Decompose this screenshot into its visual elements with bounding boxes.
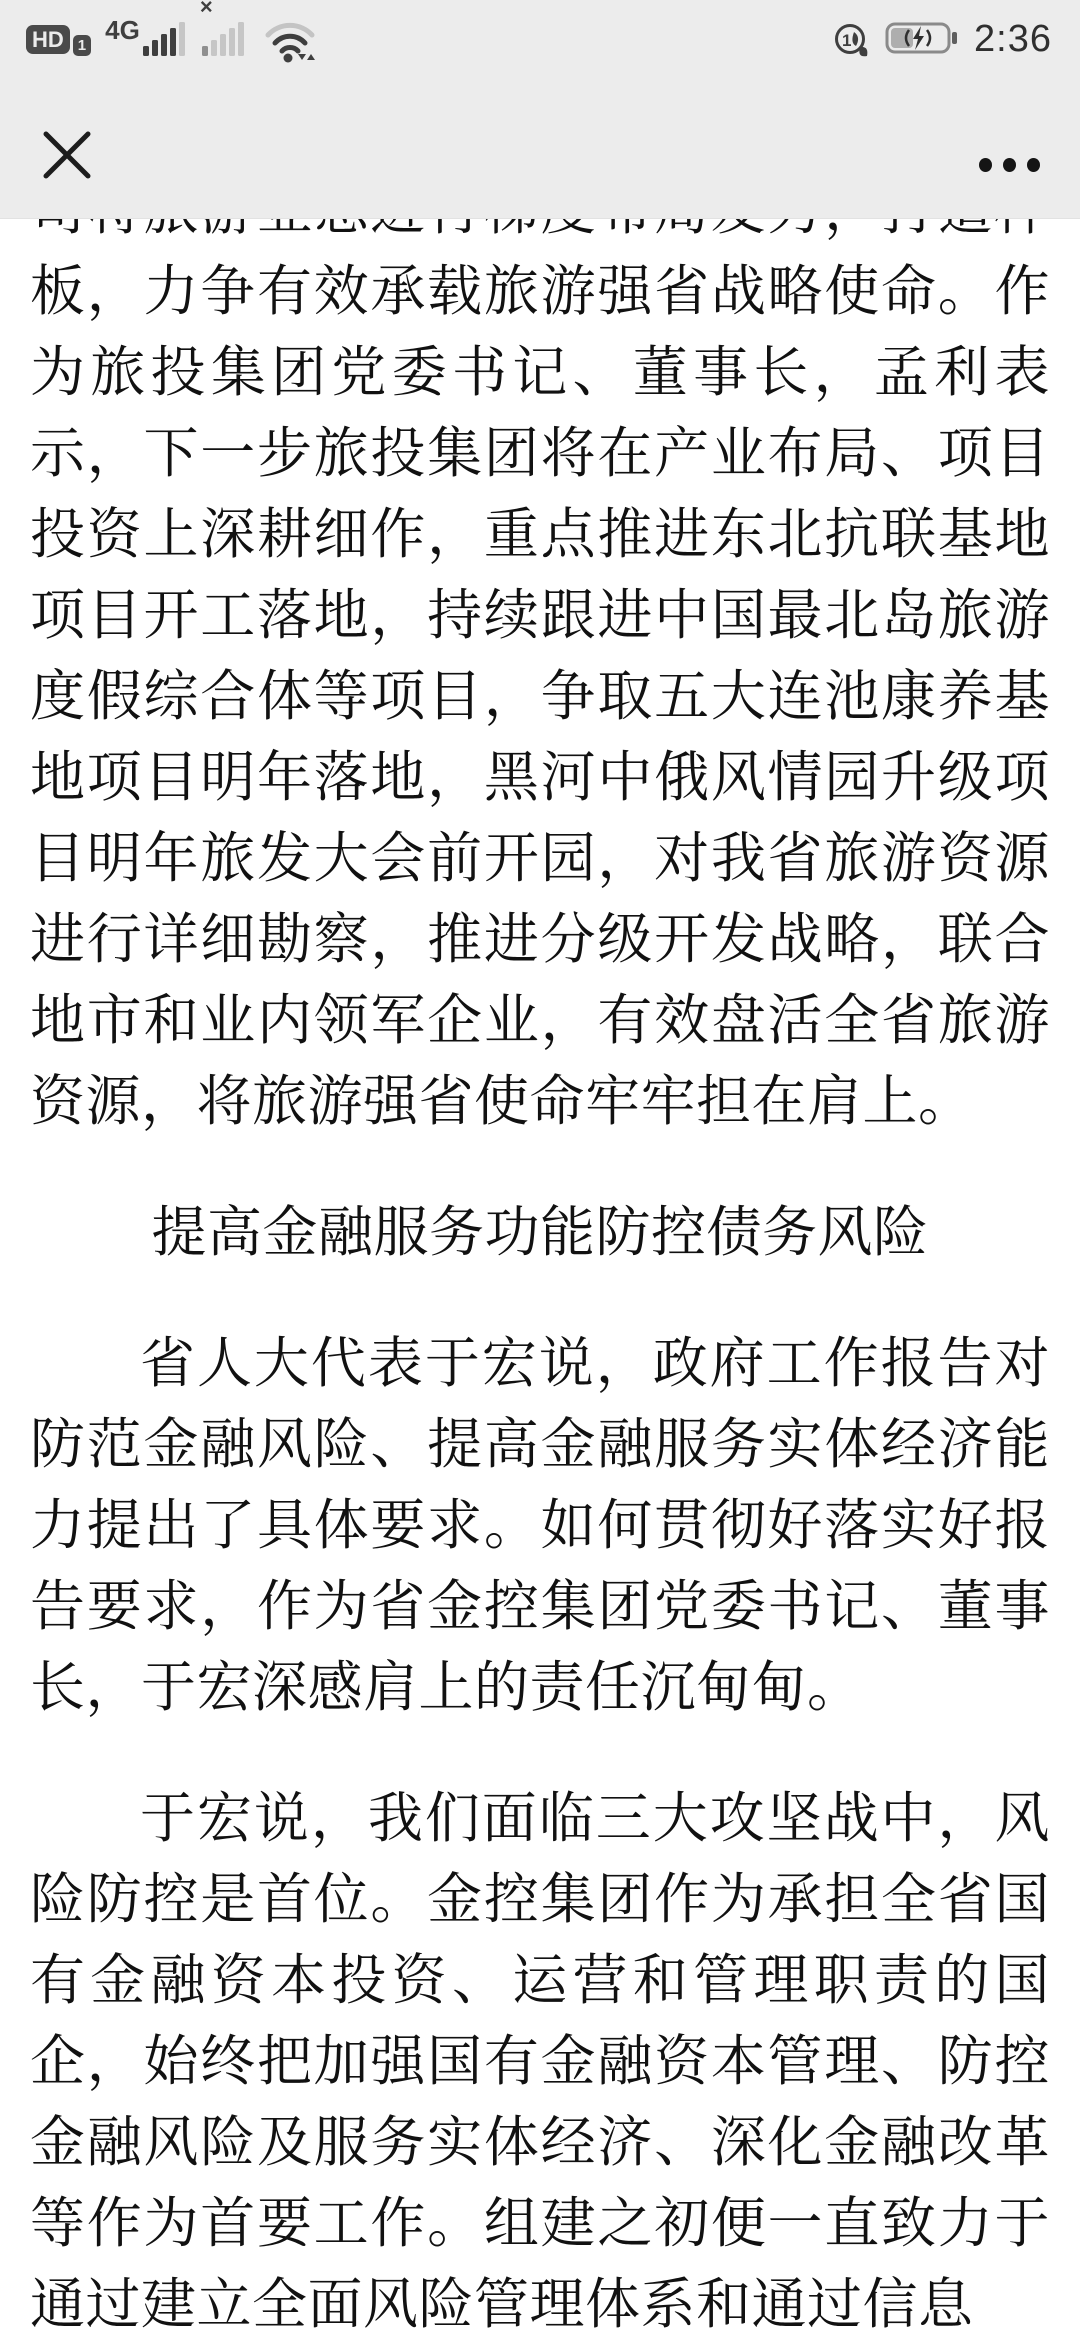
more-dot-icon — [1027, 158, 1040, 172]
network-type-label: 4G — [105, 14, 140, 45]
signal-strength-icon — [143, 22, 188, 56]
top-chrome — [0, 0, 1080, 219]
paragraph-finance-1: 省人大代表于宏说，政府工作报告对防范金融风险、提高金融服务实体经济能力提出了具体要求。如何贯彻好落实好报告要求，作为省金控集团党委书记、董事长，于宏深感肩上的责任沉甸甸。 — [30, 1332, 1050, 1718]
more-options-button[interactable] — [977, 152, 1042, 178]
status-bar — [0, 0, 1080, 70]
paragraph-tourism — [30, 170, 1050, 1142]
sim1-badge-icon: 1 — [73, 35, 91, 56]
paragraph-finance-2: 于宏说，我们面临三大攻坚战中，风险防控是首位。金控集团作为承担全省国有金融资本投资、运营和管理职责的国企，始终把加强国有金融资本管理、防控金融风险及服务实体经济、深化金融改革等作为首要工作。组建之初便一直致力于通过建立全面风险管理体系和通过信息 — [30, 1787, 1050, 2335]
power-save-number: 1 — [842, 31, 852, 50]
sim2-no-service-icon — [199, 0, 247, 56]
clock-time: 2:36 — [974, 17, 1052, 60]
power-save-mode-icon — [832, 20, 872, 60]
nav-bar — [0, 70, 1080, 226]
status-right — [832, 18, 1052, 61]
battery-charging-icon — [884, 19, 964, 59]
no-service-x-icon: × — [199, 0, 213, 19]
more-dot-icon — [979, 158, 992, 172]
more-dot-icon — [1003, 158, 1016, 172]
close-button[interactable] — [36, 124, 98, 186]
volte-hd-icon: HD — [26, 25, 70, 54]
paragraph-tourism-text: 板，力争有效承载旅游强省战略使命。作为旅投集团党委书记、董事长，孟利表示，下一步旅投集团将在产业布局、项目投资上深耕细作，重点推进东北抗联基地项目开工落地，持续跟进中国最北岛旅游度假综合体等项目，争取五大连池康养基地项目明年落地，黑河中俄风情园升级项目明年旅发大会前开园，对我省旅游资源进行详细勘察，推进分级开发战略，联合地市和业内领军企业，有效盘活全省旅游资源，将旅游强省使命牢牢担在肩上。 — [30, 260, 1050, 1132]
status-left — [26, 0, 319, 60]
section-heading: 提高金融服务功能防控债务风险 — [151, 1201, 929, 1263]
wifi-icon — [261, 18, 319, 64]
